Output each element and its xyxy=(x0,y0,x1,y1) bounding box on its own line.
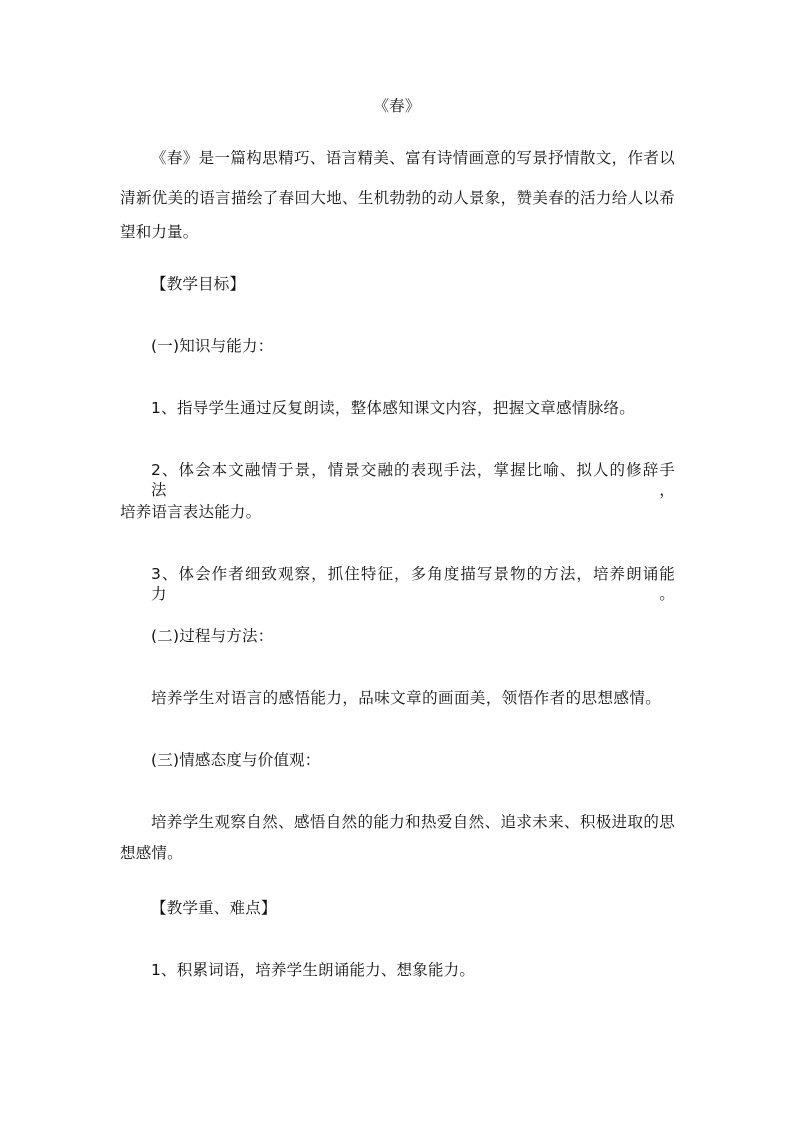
intro-paragraph-line-1: 《春》是一篇构思精巧、语言精美、富有诗情画意的写景抒情散文，作者以 xyxy=(151,149,675,167)
goal-item-3: 3、体会作者细致观察，抓住特征，多角度描写景物的方法，培养朗诵能力。 xyxy=(151,565,675,603)
intro-paragraph-line-3: 望和力量。 xyxy=(120,223,199,241)
knowledge-ability-heading: (一)知识与能力： xyxy=(151,337,274,355)
emotion-values-text-line-2: 想感情。 xyxy=(120,844,183,862)
goal-item-2-line-1: 2、体会本文融情于景，情景交融的表现手法，掌握比喻、拟人的修辞手法， xyxy=(151,461,675,499)
emotion-values-text-line-1: 培养学生观察自然、感悟自然的能力和热爱自然、追求未来、积极进取的思 xyxy=(151,813,675,831)
process-method-heading: (二)过程与方法： xyxy=(151,627,274,645)
key-point-1: 1、积累词语，培养学生朗诵能力、想象能力。 xyxy=(151,961,476,979)
key-difficult-points-heading: 【教学重、难点】 xyxy=(151,899,277,917)
goal-item-2-line-2: 培养语言表达能力。 xyxy=(120,503,262,521)
teaching-goals-heading: 【教学目标】 xyxy=(151,275,246,293)
goal-item-1: 1、指导学生通过反复朗读，整体感知课文内容，把握文章感情脉络。 xyxy=(151,399,635,417)
intro-paragraph-line-2: 清新优美的语言描绘了春回大地、生机勃勃的动人景象，赞美春的活力给人以希 xyxy=(120,189,675,207)
emotion-values-heading: (三)情感态度与价值观： xyxy=(151,751,321,769)
process-method-text: 培养学生对语言的感悟能力，品味文章的画面美，领悟作者的思想感情。 xyxy=(151,689,661,707)
document-title: 《春》 xyxy=(373,97,421,115)
